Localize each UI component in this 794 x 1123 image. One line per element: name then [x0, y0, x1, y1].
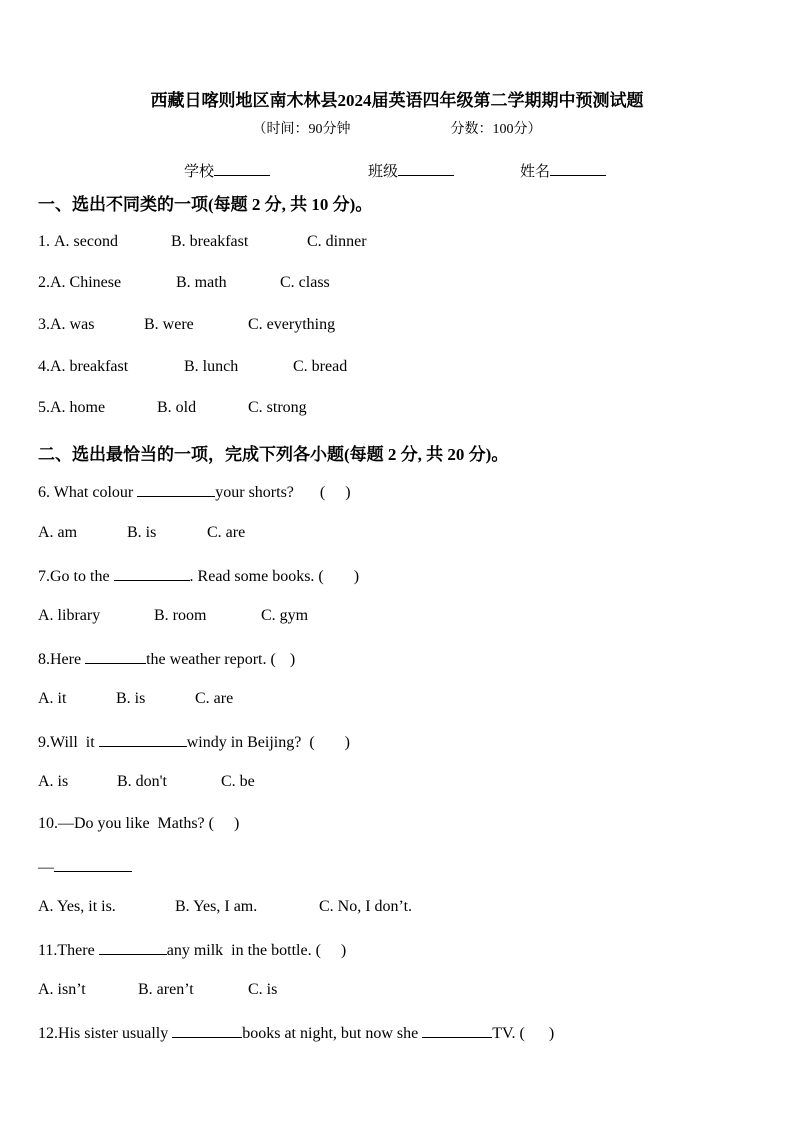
question-8	[38, 649, 295, 669]
option-a[interactable]: A. was	[50, 316, 95, 333]
name-blank[interactable]	[550, 161, 606, 176]
option-a[interactable]: A. home	[50, 399, 106, 416]
question-4	[38, 358, 347, 376]
answer-paren-end[interactable]: )	[289, 651, 296, 668]
option-a[interactable]: A. is	[38, 773, 69, 790]
option-c[interactable]: C. class	[280, 274, 330, 291]
question-number: 4.	[38, 358, 50, 375]
option-c[interactable]: C. are	[207, 524, 246, 541]
option-b[interactable]: B. room	[154, 607, 207, 624]
option-a[interactable]: A. Yes, it is.	[38, 898, 116, 915]
option-c[interactable]: C. strong	[248, 399, 307, 416]
option-b[interactable]: B. aren’t	[138, 981, 194, 998]
exam-meta	[0, 118, 794, 138]
page-title: 西藏日喀则地区南木林县2024届英语四年级第二学期期中预测试题	[150, 91, 644, 110]
question-text: 9.Will it	[38, 734, 99, 751]
option-c[interactable]: C. are	[195, 690, 234, 707]
option-a[interactable]: A. breakfast	[50, 358, 129, 375]
option-a[interactable]: A. second	[54, 233, 118, 250]
option-c[interactable]: C. is	[248, 981, 278, 998]
question-6-options	[38, 524, 245, 542]
option-a[interactable]: A. Chinese	[50, 274, 122, 291]
question-text: 7.Go to the	[38, 568, 114, 585]
question-text: . Read some books. (	[189, 568, 324, 585]
answer-paren[interactable]: ( )	[319, 484, 351, 501]
answer-blank[interactable]	[99, 732, 187, 747]
question-text: 12.His sister usually	[38, 1025, 173, 1042]
question-1	[38, 233, 367, 251]
name-field[interactable]	[520, 160, 606, 181]
question-text: any milk in the bottle. (	[166, 942, 321, 959]
option-b[interactable]: B. is	[127, 524, 157, 541]
answer-paren-end[interactable]: )	[233, 815, 240, 832]
question-text: 11.There	[38, 942, 99, 959]
answer-blank[interactable]	[137, 482, 215, 497]
answer-blank-2[interactable]	[422, 1023, 492, 1038]
question-number: 3.	[38, 316, 50, 333]
option-a[interactable]: A. isn’t	[38, 981, 86, 998]
option-b[interactable]: B. lunch	[184, 358, 239, 375]
option-c[interactable]: C. No, I don’t.	[319, 898, 413, 915]
option-c[interactable]: C. dinner	[307, 233, 367, 250]
question-text: the weather report. (	[146, 651, 276, 668]
question-7	[38, 566, 359, 586]
option-c[interactable]: C. everything	[248, 316, 336, 333]
question-text: 6. What colour	[38, 484, 138, 501]
question-text: your shorts?	[215, 484, 294, 501]
question-11-options	[38, 981, 277, 999]
school-field[interactable]	[184, 160, 270, 181]
option-b[interactable]: B. math	[176, 274, 227, 291]
question-text: TV. (	[492, 1025, 525, 1042]
question-11	[38, 940, 346, 960]
answer-blank[interactable]	[85, 649, 146, 664]
option-a[interactable]: A. am	[38, 524, 78, 541]
question-text: 10.—Do you like Maths? (	[38, 815, 214, 832]
option-c[interactable]: C. be	[221, 773, 255, 790]
question-3	[38, 316, 335, 334]
option-b[interactable]: B. were	[144, 316, 194, 333]
question-2	[38, 274, 330, 292]
question-5	[38, 399, 307, 417]
exam-time: （时间：90分钟	[252, 122, 351, 137]
answer-blank[interactable]	[99, 940, 167, 955]
class-blank[interactable]	[398, 161, 454, 176]
school-label: 学校	[184, 164, 215, 180]
option-b[interactable]: B. old	[157, 399, 197, 416]
question-8-options	[38, 690, 233, 708]
option-c[interactable]: C. bread	[293, 358, 348, 375]
option-b[interactable]: B. don't	[117, 773, 167, 790]
answer-blank[interactable]	[54, 857, 132, 872]
answer-paren-end[interactable]: )	[340, 942, 347, 959]
option-b[interactable]: B. is	[116, 690, 146, 707]
answer-paren-end[interactable]: )	[548, 1025, 555, 1042]
question-10	[38, 815, 239, 833]
answer-blank[interactable]	[114, 566, 190, 581]
question-text: 8.Here	[38, 651, 86, 668]
answer-paren-end[interactable]: )	[353, 568, 360, 585]
question-7-options	[38, 607, 308, 625]
question-12	[38, 1023, 554, 1043]
question-10-options	[38, 898, 412, 916]
option-c[interactable]: C. gym	[261, 607, 309, 624]
question-text: books at night, but now she	[242, 1025, 423, 1042]
question-9-options	[38, 773, 255, 791]
question-number: 5.	[38, 399, 50, 416]
answer-paren-end[interactable]: )	[344, 734, 350, 751]
exam-score: 分数：100分）	[450, 122, 542, 137]
class-field[interactable]	[368, 160, 454, 181]
question-text: windy in Beijing? (	[186, 734, 315, 751]
option-b[interactable]: B. breakfast	[171, 233, 249, 250]
question-6	[38, 482, 351, 502]
question-9	[38, 732, 350, 752]
class-label: 班级	[368, 164, 399, 180]
option-a[interactable]: A. library	[38, 607, 101, 624]
name-label: 姓名	[520, 164, 551, 180]
answer-blank-1[interactable]	[172, 1023, 242, 1038]
option-b[interactable]: B. Yes, I am.	[175, 898, 258, 915]
school-blank[interactable]	[214, 161, 270, 176]
question-10-answer-line	[38, 857, 132, 877]
section-1-heading: 一、选出不同类的一项(每题 2 分, 共 10 分)。	[38, 195, 373, 214]
section-2-heading: 二、选出最恰当的一项，完成下列各小题(每题 2 分, 共 20 分)。	[38, 445, 509, 464]
question-number: 2.	[38, 274, 50, 291]
dash: —	[38, 859, 54, 876]
option-a[interactable]: A. it	[38, 690, 67, 707]
question-number: 1.	[38, 233, 54, 250]
